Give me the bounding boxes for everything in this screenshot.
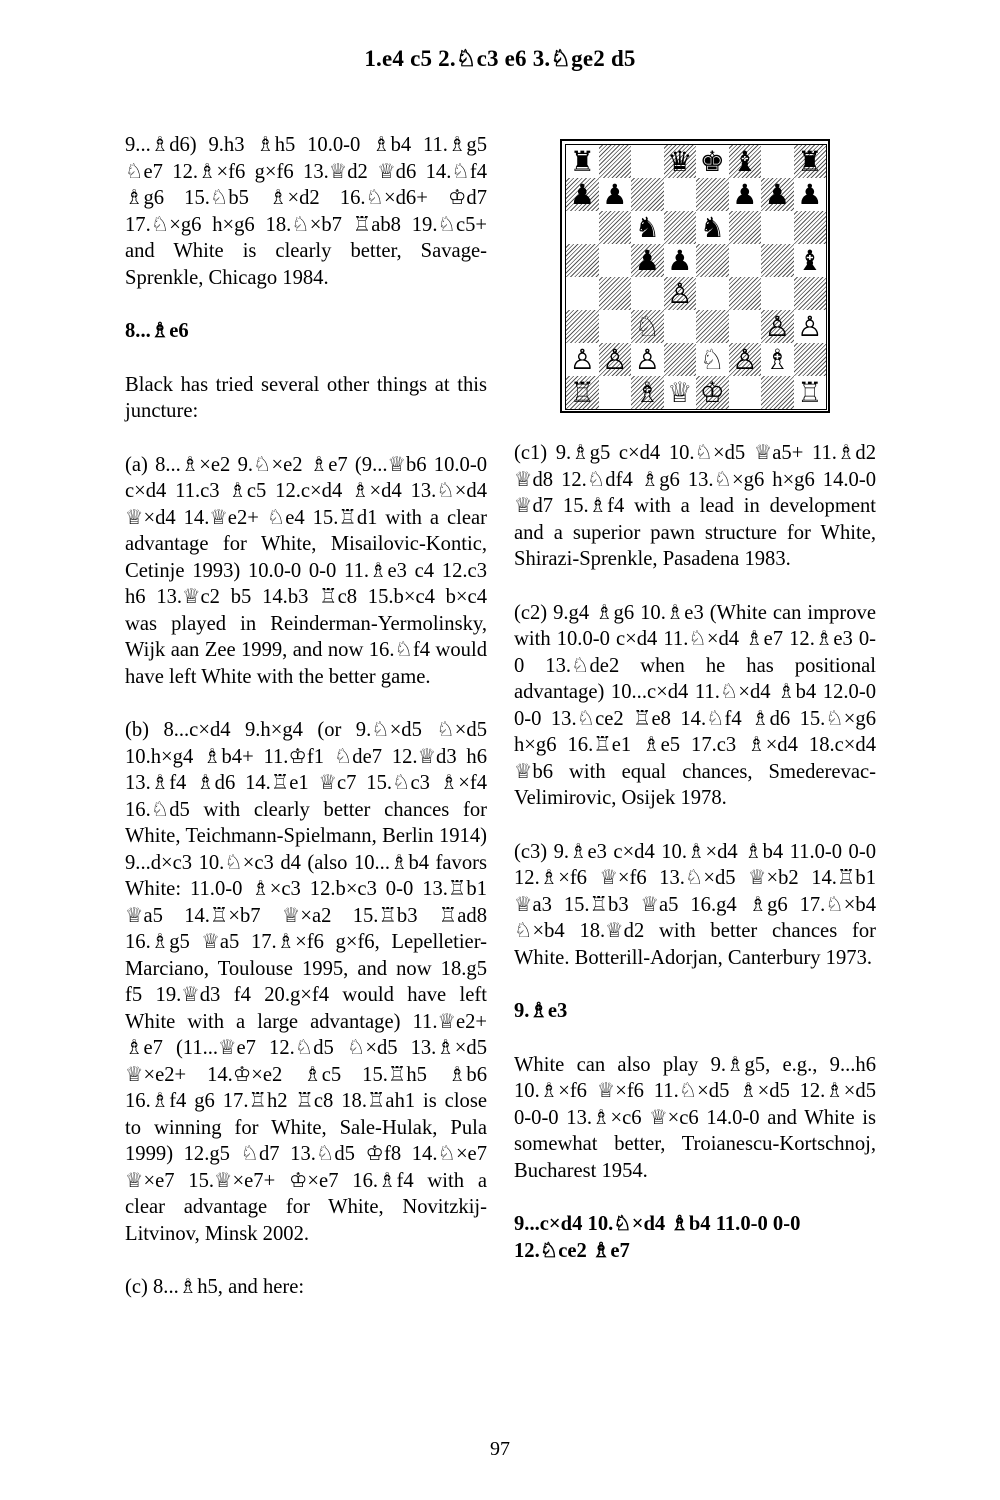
square-g2 — [761, 343, 794, 376]
square-g1 — [761, 376, 794, 409]
square-a1 — [566, 376, 599, 409]
square-c3 — [631, 310, 664, 343]
square-e7 — [696, 178, 729, 211]
page-number: 97 — [490, 1438, 510, 1460]
square-b5 — [599, 244, 632, 277]
chess-piece: ♙ — [602, 343, 628, 376]
paragraph: (c2) 9.g4 ♗g6 10.♗e3 (White can improve with 10.0-0 c×d4 11.♘×d4 ♗e7 12.♗e3 0-0 13.♘de2 when he has positional advantage) 10...c×d4 11.♘×d4 ♗b4 12.0-0 0-0 13.♘ce2 ♖e8 14.♘f4 ♗d6 15.♘×g6 h×g6 16.♖e1 ♗e5 17.c3 ♗×d4 18.c×d4 ♕b6 with equal chances, Smederevac-Velimirovic, Osijek 1978. — [514, 601, 876, 809]
chess-piece: ♔ — [699, 376, 725, 409]
square-g6 — [761, 211, 794, 244]
chess-piece: ♜ — [569, 145, 595, 178]
square-c1 — [631, 376, 664, 409]
move-heading: 9.♗e3 — [514, 1000, 568, 1022]
square-b2 — [599, 343, 632, 376]
chess-piece: ♟ — [764, 178, 790, 211]
square-f2 — [729, 343, 762, 376]
square-f7 — [729, 178, 762, 211]
chess-piece: ♘ — [699, 343, 725, 376]
chess-piece: ♙ — [732, 343, 758, 376]
square-a8 — [566, 145, 599, 178]
paragraph: (c3) 9.♗e3 c×d4 10.♗×d4 ♗b4 11.0-0 0-0 12.♗×f6 ♕×f6 13.♘×d5 ♕×b2 14.♖b1 ♕a3 15.♖b3 ♕a5 16.g4 ♗g6 17.♘×b4 ♘×b4 18.♕d2 with better chances for White. Botterill-Adorjan, Canterbury 1973. — [514, 840, 876, 969]
paragraph: (b) 8...c×d4 9.h×g4 (or 9.♘×d5 ♘×d5 10.h×g4 ♗b4+ 11.♔f1 ♘de7 12.♕d3 h6 13.♗f4 ♗d6 14.♖e1 ♕c7 15.♘c3 ♗×f4 16.♘d5 with clearly better chances for White, Teichmann-Spielmann, Berlin 1914) 9...d×c3 10.♘×c3 d4 (also 10...♗b4 favors White: 11.0-0 ♗×c3 12.b×c3 0-0 13.♖b1 ♕a5 14.♖×b7 ♕×a2 15.♖b3 ♖ad8 16.♗g5 ♕a5 17.♗×f6 g×f6, Lepelletier-Marciano, Toulouse 1995, and now 18.g5 f5 19.♕d3 f4 20.g×f4 would have left White with a large advantage) 11.♕e2+ ♗e7 (11...♕e7 12.♘d5 ♘×d5 13.♗×d5 ♕×e2+ 14.♔×e2 ♗c5 15.♖h5 ♗b6 16.♗f4 g6 17.♖h2 ♖c8 18.♖ah1 is close to winning for White, Sale-Hulak, Pula 1999) 12.g5 ♘d7 13.♘d5 ♔f8 14.♘×e7 ♕×e7 15.♕×e7+ ♔×e7 16.♗f4 with a clear advantage for White, Novitzkij-Litvinov, Minsk 2002. — [125, 719, 487, 1245]
square-c4 — [631, 277, 664, 310]
square-h6 — [794, 211, 827, 244]
chess-piece: ♙ — [764, 310, 790, 343]
page-header: 1.e4 c5 2.♘c3 e6 3.♘ge2 d5 — [364, 46, 636, 71]
paragraph: White can also play 9.♗g5, e.g., 9...h6 10.♗×f6 ♕×f6 11.♘×d5 ♗×d5 12.♗×d5 0-0-0 13.♗×c6 ♕×c6 14.0-0 and White is somewhat better, Troianescu-Kortschnoj, Bucharest 1954. — [514, 1053, 876, 1182]
square-f5 — [729, 244, 762, 277]
chess-piece: ♙ — [797, 310, 823, 343]
square-g5 — [761, 244, 794, 277]
chess-piece: ♙ — [667, 277, 693, 310]
chess-piece: ♟ — [667, 244, 693, 277]
square-e1 — [696, 376, 729, 409]
square-e6 — [696, 211, 729, 244]
square-e5 — [696, 244, 729, 277]
square-h1 — [794, 376, 827, 409]
chess-piece: ♟ — [602, 178, 628, 211]
chess-piece: ♗ — [764, 343, 790, 376]
paragraph: Black has tried several other things at this juncture: — [125, 373, 487, 422]
square-g8 — [761, 145, 794, 178]
square-d8 — [664, 145, 697, 178]
square-h7 — [794, 178, 827, 211]
square-d5 — [664, 244, 697, 277]
chess-piece: ♞ — [634, 211, 660, 244]
square-g4 — [761, 277, 794, 310]
left-column — [125, 132, 487, 1328]
chess-piece: ♝ — [732, 145, 758, 178]
square-g3 — [761, 310, 794, 343]
square-e2 — [696, 343, 729, 376]
square-h4 — [794, 277, 827, 310]
square-e8 — [696, 145, 729, 178]
chess-piece: ♕ — [667, 376, 693, 409]
chess-piece: ♛ — [667, 145, 693, 178]
chess-piece: ♟ — [732, 178, 758, 211]
paragraph: 9...♗d6) 9.h3 ♗h5 10.0-0 ♗b4 11.♗g5 ♘e7 12.♗×f6 g×f6 13.♕d2 ♕d6 14.♘f4 ♗g6 15.♘b5 ♗×d2 16.♘×d6+ ♔d7 17.♘×g6 h×g6 18.♘×b7 ♖ab8 19.♘c5+ and White is clearly better, Savage-Sprenkle, Chicago 1984. — [125, 134, 487, 289]
chess-piece: ♟ — [569, 178, 595, 211]
square-b1 — [599, 376, 632, 409]
square-b7 — [599, 178, 632, 211]
square-f6 — [729, 211, 762, 244]
square-a3 — [566, 310, 599, 343]
square-d6 — [664, 211, 697, 244]
chess-piece: ♙ — [569, 343, 595, 376]
square-b3 — [599, 310, 632, 343]
square-h8 — [794, 145, 827, 178]
chess-piece: ♙ — [634, 343, 660, 376]
paragraph: (c) 8...♗h5, and here: — [125, 1276, 305, 1298]
square-f8 — [729, 145, 762, 178]
square-a2 — [566, 343, 599, 376]
chess-piece: ♗ — [634, 376, 660, 409]
square-c5 — [631, 244, 664, 277]
chess-piece: ♖ — [797, 376, 823, 409]
square-e4 — [696, 277, 729, 310]
square-a6 — [566, 211, 599, 244]
square-b6 — [599, 211, 632, 244]
square-c8 — [631, 145, 664, 178]
chess-piece: ♝ — [797, 244, 823, 277]
paragraph: (c1) 9.♗g5 c×d4 10.♘×d5 ♕a5+ 11.♗d2 ♕d8 12.♘df4 ♗g6 13.♘×g6 h×g6 14.0-0 ♕d7 15.♗f4 with a lead in development and a superior pawn structure for White, Shirazi-Sprenkle, Pasadena 1983. — [514, 442, 876, 570]
square-a5 — [566, 244, 599, 277]
move-heading: 9...c×d4 10.♘×d4 ♗b4 11.0-0 0-0 12.♘ce2 ♗e7 — [514, 1213, 801, 1262]
right-column — [514, 440, 876, 1291]
square-g7 — [761, 178, 794, 211]
square-a4 — [566, 277, 599, 310]
square-e3 — [696, 310, 729, 343]
square-d3 — [664, 310, 697, 343]
square-b8 — [599, 145, 632, 178]
move-heading: 8...♗e6 — [125, 320, 189, 342]
square-f1 — [729, 376, 762, 409]
chess-piece: ♟ — [797, 178, 823, 211]
square-b4 — [599, 277, 632, 310]
square-d7 — [664, 178, 697, 211]
square-d2 — [664, 343, 697, 376]
square-d4 — [664, 277, 697, 310]
square-a7 — [566, 178, 599, 211]
square-f3 — [729, 310, 762, 343]
square-h2 — [794, 343, 827, 376]
chess-piece: ♞ — [699, 211, 725, 244]
chess-piece: ♘ — [634, 310, 660, 343]
square-h5 — [794, 244, 827, 277]
chess-diagram — [560, 139, 830, 413]
chess-piece: ♖ — [569, 376, 595, 409]
paragraph: (a) 8...♗×e2 9.♘×e2 ♗e7 (9...♕b6 10.0-0 c×d4 11.c3 ♗c5 12.c×d4 ♗×d4 13.♘×d4 ♕×d4 14.♕e2+ ♘e4 15.♖d1 with a clear advantage for White, Misailovic-Kontic, Cetinje 1993) 10.0-0 0-0 11.♗e3 c4 12.c3 h6 13.♕c2 b5 14.b3 ♖c8 15.b×c4 b×c4 was played in Reinderman-Yermolinsky, Wijk aan Zee 1999, and now 16.♘f4 would have left White with the better game. — [125, 453, 487, 688]
square-f4 — [729, 277, 762, 310]
square-c7 — [631, 178, 664, 211]
chess-piece: ♜ — [797, 145, 823, 178]
square-c6 — [631, 211, 664, 244]
square-h3 — [794, 310, 827, 343]
square-d1 — [664, 376, 697, 409]
square-c2 — [631, 343, 664, 376]
chess-board — [565, 144, 827, 410]
chess-piece: ♟ — [634, 244, 660, 277]
chess-piece: ♚ — [699, 145, 725, 178]
